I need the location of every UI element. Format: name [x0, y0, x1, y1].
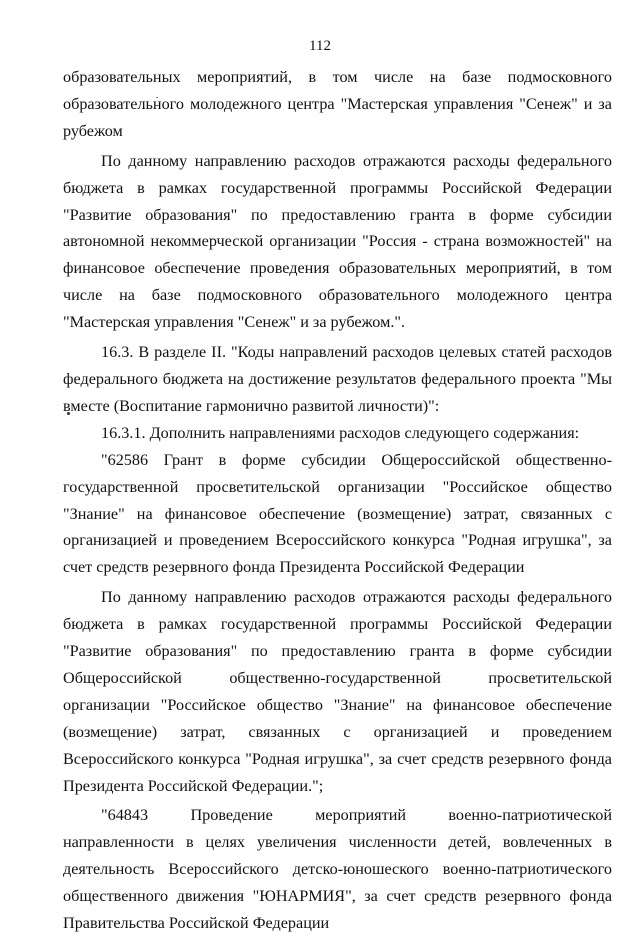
paragraph-continuation: образовательных мероприятий, в том числе на базе подмосковного образовательного молодежного центра "Мастерская управления "Сенеж" и за рубежом	[63, 68, 612, 140]
paragraph-code-62586: "62586 Грант в форме субсидии Общероссийской общественно-государственной просветительской организации "Российское общество "Знание" на финансовое обеспечение (возмещение) затрат, связанных с организацией и проведением Всероссийского конкурса "Родная игрушка", за счет средств резервного фонда Президента Российской Федерации	[63, 450, 612, 577]
document-body	[63, 64, 612, 937]
paragraph-expense-description-2: По данному направлению расходов отражаются расходы федерального бюджета в рамках государственной программы Российской Федерации "Развитие образования" по предоставлению гранта в форме субсидии Общероссийской общественно-государственной просветительской организации "Российское общество "Знание" на финансовое обеспечение (возмещение) затрат, связанных с организацией и проведением Всероссийского конкурса "Родная игрушка", за счет средств резервного фонда Президента Российской Федерации.";	[63, 588, 612, 795]
paragraph-expense-description-1: По данному направлению расходов отражаются расходы федерального бюджета в рамках государственной программы Российской Федерации "Развитие образования" по предоставлению гранта в форме субсидии автономной некоммерческой организации "Россия - страна возможностей" на финансовое обеспечение проведения образовательных мероприятий, в том числе на базе подмосковного образовательного молодежного центра "Мастерская управления "Сенеж" и за рубежом.".	[63, 151, 612, 332]
paragraph-section-16-3: 16.3. В разделе II. "Коды направлений расходов целевых статей расходов федерального бюджета на достижение результатов федерального проекта "Мы вместе (Воспитание гармонично развитой личности)":	[63, 343, 612, 415]
paragraph-section-16-3-1: 16.3.1. Дополнить направлениями расходов следующего содержания:	[101, 423, 580, 442]
paragraph-code-64843: "64843 Проведение мероприятий военно-патриотической направленности в целях увеличения численности детей, вовлеченных в деятельность Всероссийского детско-юношеского военно-патриотического общественного движения "ЮНАРМИЯ", за счет средств резервного фонда Правительства Российской Федерации	[63, 806, 612, 933]
page-number: 112	[309, 38, 331, 54]
